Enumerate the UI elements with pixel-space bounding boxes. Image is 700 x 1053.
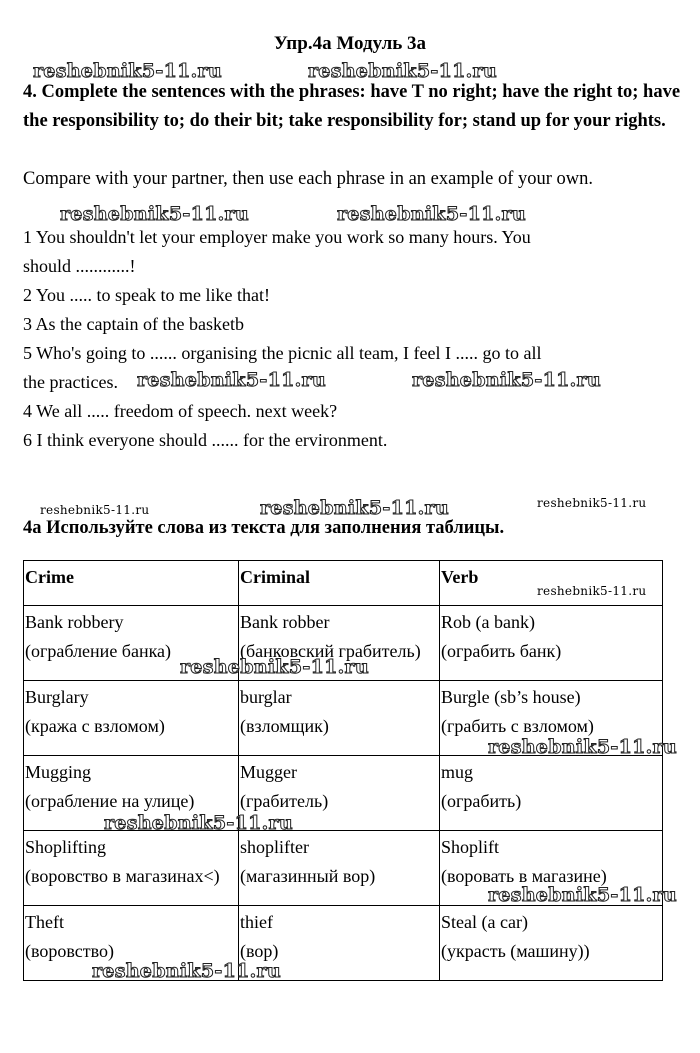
watermark: reshebnik5-11.ru [260, 497, 449, 519]
column-header-crime: Crime [24, 561, 239, 606]
cell-russian: (банковский грабитель) [240, 641, 421, 661]
cell-russian: (взломщик) [240, 716, 329, 736]
table-cell [24, 831, 239, 906]
table-cell [440, 606, 663, 681]
watermark: reshebnik5-11.ru [537, 584, 647, 598]
exercise-4-subinstruction: Compare with your partner, then use each phrase in an example of your own. [23, 169, 594, 189]
column-header-criminal: Criminal [239, 561, 440, 606]
cell-english: burglar [240, 687, 292, 707]
cell-english: mug [441, 762, 474, 782]
cell-english: Burgle (sb’s house) [441, 687, 581, 707]
cell-english: shoplifter [240, 837, 309, 857]
cell-english: Rob (a bank) [441, 612, 535, 632]
watermark: reshebnik5-11.ru [60, 203, 249, 225]
sentence-line: should ............! [23, 256, 136, 276]
table-cell [440, 756, 663, 831]
cell-russian: (украсть (машину)) [441, 941, 590, 961]
table-cell [24, 681, 239, 756]
watermark: reshebnik5-11.ru [180, 656, 369, 678]
cell-russian: (ограбление на улице) [25, 791, 195, 811]
sentence-line: 3 As the captain of the basketb [23, 314, 244, 334]
cell-russian: (ограбить банк) [441, 641, 562, 661]
cell-english: Mugger [240, 762, 297, 782]
table-cell [239, 831, 440, 906]
page-title: Упр.4а Модуль 3а [273, 33, 427, 54]
cell-russian: (грабитель) [240, 791, 329, 811]
sentence-line: the practices. [23, 372, 118, 392]
exercise-4a-heading: 4а Используйте слова из текста для заполнения таблицы. [23, 518, 505, 538]
watermark: reshebnik5-11.ru [488, 736, 677, 758]
watermark: reshebnik5-11.ru [308, 60, 497, 82]
cell-russian: (воровство в магазинах<) [25, 866, 220, 886]
watermark: reshebnik5-11.ru [92, 960, 281, 982]
cell-russian: (ограбление банка) [25, 641, 172, 661]
watermark: reshebnik5-11.ru [488, 884, 677, 906]
table-cell [440, 906, 663, 981]
table-header-row [24, 561, 663, 606]
cell-russian: (ограбить) [441, 791, 522, 811]
watermark: reshebnik5-11.ru [337, 203, 526, 225]
sentence-line: 2 You ..... to speak to me like that! [23, 285, 270, 305]
watermark: reshebnik5-11.ru [33, 60, 222, 82]
cell-english: Theft [25, 912, 64, 932]
cell-russian: (воровство) [25, 941, 114, 961]
sentence-line: 1 You shouldn't let your employer make you work so many hours. You [23, 227, 531, 247]
cell-english: Shoplifting [25, 837, 107, 857]
cell-english: Shoplift [441, 837, 500, 857]
cell-russian: (магазинный вор) [240, 866, 376, 886]
cell-english: thief [240, 912, 273, 932]
cell-russian: (воровать в магазине) [441, 866, 607, 886]
cell-english: Steal (a car) [441, 912, 528, 932]
table-cell [239, 681, 440, 756]
watermark: reshebnik5-11.ru [412, 369, 601, 391]
sentence-line: 4 We all ..... freedom of speech. next week? [23, 401, 338, 421]
watermark: reshebnik5-11.ru [40, 503, 150, 517]
sentence-line: 5 Who's going to ...... organising the picnic all team, I feel I ..... go to all [23, 343, 542, 363]
exercise-4-instruction: 4. Complete the sentences with the phrases: have T no right; have the right to; have the responsibility to; do their bit; take responsibility for; stand up for your rights. [23, 82, 681, 131]
cell-russian: (кража с взломом) [25, 716, 165, 736]
watermark: reshebnik5-11.ru [104, 812, 293, 834]
cell-russian: (грабить с взломом) [441, 716, 594, 736]
cell-english: Burglary [25, 687, 89, 707]
column-header-verb: Verb [440, 561, 663, 606]
cell-english: Bank robbery [25, 612, 124, 632]
cell-english: Bank robber [240, 612, 330, 632]
cell-english: Mugging [25, 762, 92, 782]
cell-russian: (вор) [240, 941, 279, 961]
watermark: reshebnik5-11.ru [537, 496, 647, 510]
crime-table [23, 560, 663, 981]
sentence-line: 6 I think everyone should ...... for the ervironment. [23, 430, 388, 450]
watermark: reshebnik5-11.ru [137, 369, 326, 391]
